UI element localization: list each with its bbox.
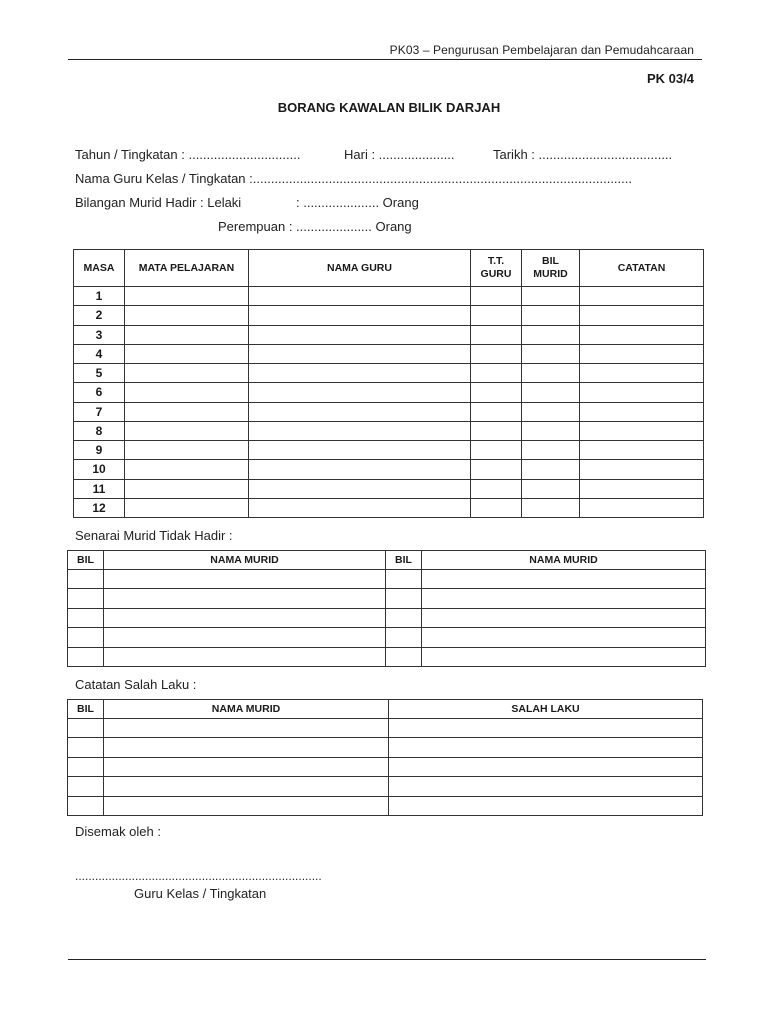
- schedule-row: [74, 460, 704, 479]
- cell-nama-murid[interactable]: [422, 647, 706, 666]
- cell-tt-guru[interactable]: [471, 460, 522, 479]
- cell-nama-murid[interactable]: [104, 777, 389, 796]
- cell-bil-murid[interactable]: [522, 498, 580, 517]
- misconduct-header-bil: BIL: [68, 700, 104, 719]
- absent-header-bil-right: BIL: [386, 551, 422, 570]
- cell-tt-guru[interactable]: [471, 344, 522, 363]
- cell-tt-guru[interactable]: [471, 287, 522, 306]
- row-number: 1: [74, 287, 125, 306]
- signoff-role: Guru Kelas / Tingkatan: [134, 886, 267, 901]
- field-lelaki[interactable]: : ..................... Orang: [296, 195, 419, 210]
- table-row: [68, 628, 706, 647]
- row-number: 4: [74, 344, 125, 363]
- cell-nama-murid[interactable]: [104, 719, 389, 738]
- row-number: 11: [74, 479, 125, 498]
- cell-tt-guru[interactable]: [471, 421, 522, 440]
- field-bilangan-label: Bilangan Murid Hadir : Lelaki: [75, 195, 242, 210]
- field-hari[interactable]: Hari : .....................: [344, 147, 455, 162]
- cell-nama-murid[interactable]: [104, 570, 386, 589]
- header-divider: [68, 59, 702, 60]
- cell-nama-murid[interactable]: [104, 796, 389, 815]
- cell-catatan[interactable]: [580, 479, 704, 498]
- table-row: [68, 570, 706, 589]
- cell-catatan[interactable]: [580, 460, 704, 479]
- cell-bil[interactable]: [68, 628, 104, 647]
- cell-mata-pelajaran[interactable]: [125, 479, 249, 498]
- row-number: 10: [74, 460, 125, 479]
- cell-nama-guru[interactable]: [249, 421, 471, 440]
- cell-bil-murid[interactable]: [522, 364, 580, 383]
- cell-mata-pelajaran[interactable]: [125, 383, 249, 402]
- row-number: 12: [74, 498, 125, 517]
- table-row: [68, 589, 706, 608]
- cell-bil-murid[interactable]: [522, 441, 580, 460]
- cell-tt-guru[interactable]: [471, 479, 522, 498]
- cell-nama-guru[interactable]: [249, 287, 471, 306]
- schedule-row: [74, 287, 704, 306]
- cell-bil[interactable]: [386, 570, 422, 589]
- cell-nama-murid[interactable]: [422, 628, 706, 647]
- schedule-row: [74, 383, 704, 402]
- cell-bil[interactable]: [68, 757, 104, 776]
- absent-section-label: Senarai Murid Tidak Hadir :: [75, 528, 233, 543]
- schedule-row: [74, 344, 704, 363]
- row-number: 8: [74, 421, 125, 440]
- cell-bil-murid[interactable]: [522, 402, 580, 421]
- cell-nama-murid[interactable]: [104, 647, 386, 666]
- table-row: [68, 608, 706, 627]
- cell-catatan[interactable]: [580, 402, 704, 421]
- cell-catatan[interactable]: [580, 364, 704, 383]
- cell-nama-murid[interactable]: [104, 757, 389, 776]
- field-tarikh[interactable]: Tarikh : .....................................: [493, 147, 673, 162]
- cell-tt-guru[interactable]: [471, 383, 522, 402]
- cell-tt-guru[interactable]: [471, 306, 522, 325]
- cell-mata-pelajaran[interactable]: [125, 498, 249, 517]
- schedule-row: [74, 498, 704, 517]
- header-tt-guru-line1: T.T.: [487, 255, 505, 267]
- cell-nama-murid[interactable]: [422, 589, 706, 608]
- field-nama-guru[interactable]: Nama Guru Kelas / Tingkatan :.........................................................................................................: [75, 171, 632, 186]
- misconduct-table: [67, 699, 703, 816]
- cell-bil-murid[interactable]: [522, 460, 580, 479]
- table-row: [68, 719, 703, 738]
- absent-header-bil-left: BIL: [68, 551, 104, 570]
- cell-nama-guru[interactable]: [249, 498, 471, 517]
- cell-bil[interactable]: [68, 796, 104, 815]
- absent-header-nama-left: NAMA MURID: [104, 551, 386, 570]
- cell-nama-murid[interactable]: [104, 738, 389, 757]
- cell-bil[interactable]: [68, 647, 104, 666]
- schedule-table: [73, 249, 704, 518]
- cell-mata-pelajaran[interactable]: [125, 460, 249, 479]
- header-bil-murid-line2: MURID: [533, 268, 568, 280]
- cell-bil-murid[interactable]: [522, 287, 580, 306]
- cell-bil-murid[interactable]: [522, 344, 580, 363]
- cell-nama-guru[interactable]: [249, 306, 471, 325]
- cell-catatan[interactable]: [580, 441, 704, 460]
- header-bil-murid: [522, 250, 580, 287]
- cell-tt-guru[interactable]: [471, 441, 522, 460]
- table-row: [68, 777, 703, 796]
- cell-mata-pelajaran[interactable]: [125, 344, 249, 363]
- cell-nama-guru[interactable]: [249, 344, 471, 363]
- cell-bil[interactable]: [68, 777, 104, 796]
- cell-salah-laku[interactable]: [389, 738, 703, 757]
- cell-mata-pelajaran[interactable]: [125, 364, 249, 383]
- cell-nama-murid[interactable]: [104, 589, 386, 608]
- row-number: 3: [74, 325, 125, 344]
- footer-divider: [68, 959, 706, 960]
- running-header: PK03 – Pengurusan Pembelajaran dan Pemudahcaraan: [389, 43, 694, 57]
- cell-tt-guru[interactable]: [471, 402, 522, 421]
- absent-header-nama-right: NAMA MURID: [422, 551, 706, 570]
- cell-nama-murid[interactable]: [422, 570, 706, 589]
- cell-catatan[interactable]: [580, 287, 704, 306]
- row-number: 2: [74, 306, 125, 325]
- cell-bil[interactable]: [68, 570, 104, 589]
- cell-bil-murid[interactable]: [522, 383, 580, 402]
- cell-mata-pelajaran[interactable]: [125, 421, 249, 440]
- cell-nama-guru[interactable]: [249, 383, 471, 402]
- field-perempuan[interactable]: Perempuan : ..................... Orang: [218, 219, 412, 234]
- cell-nama-guru[interactable]: [249, 364, 471, 383]
- cell-nama-guru[interactable]: [249, 441, 471, 460]
- schedule-row: [74, 325, 704, 344]
- cell-bil-murid[interactable]: [522, 306, 580, 325]
- cell-catatan[interactable]: [580, 498, 704, 517]
- table-row: [68, 757, 703, 776]
- table-row: [68, 738, 703, 757]
- schedule-row: [74, 479, 704, 498]
- cell-nama-murid[interactable]: [104, 628, 386, 647]
- schedule-row: [74, 402, 704, 421]
- cell-mata-pelajaran[interactable]: [125, 325, 249, 344]
- cell-catatan[interactable]: [580, 325, 704, 344]
- header-catatan: CATATAN: [580, 250, 704, 287]
- cell-mata-pelajaran[interactable]: [125, 306, 249, 325]
- cell-catatan[interactable]: [580, 344, 704, 363]
- header-mata-pelajaran: MATA PELAJARAN: [125, 250, 249, 287]
- cell-salah-laku[interactable]: [389, 777, 703, 796]
- cell-bil[interactable]: [386, 608, 422, 627]
- cell-mata-pelajaran[interactable]: [125, 402, 249, 421]
- cell-nama-murid[interactable]: [422, 608, 706, 627]
- cell-bil[interactable]: [386, 589, 422, 608]
- header-bil-murid-line1: BIL: [542, 255, 559, 267]
- header-tt-guru: [471, 250, 522, 287]
- cell-salah-laku[interactable]: [389, 757, 703, 776]
- misconduct-header-salah-laku: SALAH LAKU: [389, 700, 703, 719]
- cell-bil-murid[interactable]: [522, 325, 580, 344]
- schedule-row: [74, 421, 704, 440]
- cell-nama-guru[interactable]: [249, 402, 471, 421]
- cell-bil[interactable]: [386, 628, 422, 647]
- row-number: 7: [74, 402, 125, 421]
- cell-salah-laku[interactable]: [389, 719, 703, 738]
- cell-catatan[interactable]: [580, 421, 704, 440]
- cell-salah-laku[interactable]: [389, 796, 703, 815]
- table-row: [68, 796, 703, 815]
- cell-nama-guru[interactable]: [249, 325, 471, 344]
- header-masa: MASA: [74, 250, 125, 287]
- schedule-row: [74, 306, 704, 325]
- schedule-row: [74, 364, 704, 383]
- cell-bil[interactable]: [68, 719, 104, 738]
- signoff-label: Disemak oleh :: [75, 824, 161, 839]
- table-row: [68, 647, 706, 666]
- cell-bil[interactable]: [68, 589, 104, 608]
- row-number: 9: [74, 441, 125, 460]
- row-number: 6: [74, 383, 125, 402]
- form-title: BORANG KAWALAN BILIK DARJAH: [277, 100, 501, 115]
- cell-tt-guru[interactable]: [471, 325, 522, 344]
- cell-bil-murid[interactable]: [522, 479, 580, 498]
- cell-catatan[interactable]: [580, 383, 704, 402]
- cell-bil[interactable]: [386, 647, 422, 666]
- cell-bil[interactable]: [68, 608, 104, 627]
- cell-bil[interactable]: [68, 738, 104, 757]
- cell-tt-guru[interactable]: [471, 364, 522, 383]
- misconduct-section-label: Catatan Salah Laku :: [75, 677, 197, 692]
- misconduct-header-nama: NAMA MURID: [104, 700, 389, 719]
- cell-mata-pelajaran[interactable]: [125, 441, 249, 460]
- cell-nama-guru[interactable]: [249, 479, 471, 498]
- field-tahun-tingkatan[interactable]: Tahun / Tingkatan : ...............................: [75, 147, 301, 162]
- signature-line[interactable]: ..........................................................................: [75, 869, 322, 883]
- cell-nama-guru[interactable]: [249, 460, 471, 479]
- cell-bil-murid[interactable]: [522, 421, 580, 440]
- schedule-row: [74, 441, 704, 460]
- cell-nama-murid[interactable]: [104, 608, 386, 627]
- header-nama-guru: NAMA GURU: [249, 250, 471, 287]
- row-number: 5: [74, 364, 125, 383]
- cell-mata-pelajaran[interactable]: [125, 287, 249, 306]
- form-code: PK 03/4: [647, 71, 694, 86]
- absent-table: [67, 550, 706, 667]
- cell-tt-guru[interactable]: [471, 498, 522, 517]
- cell-catatan[interactable]: [580, 306, 704, 325]
- header-tt-guru-line2: GURU: [480, 268, 512, 280]
